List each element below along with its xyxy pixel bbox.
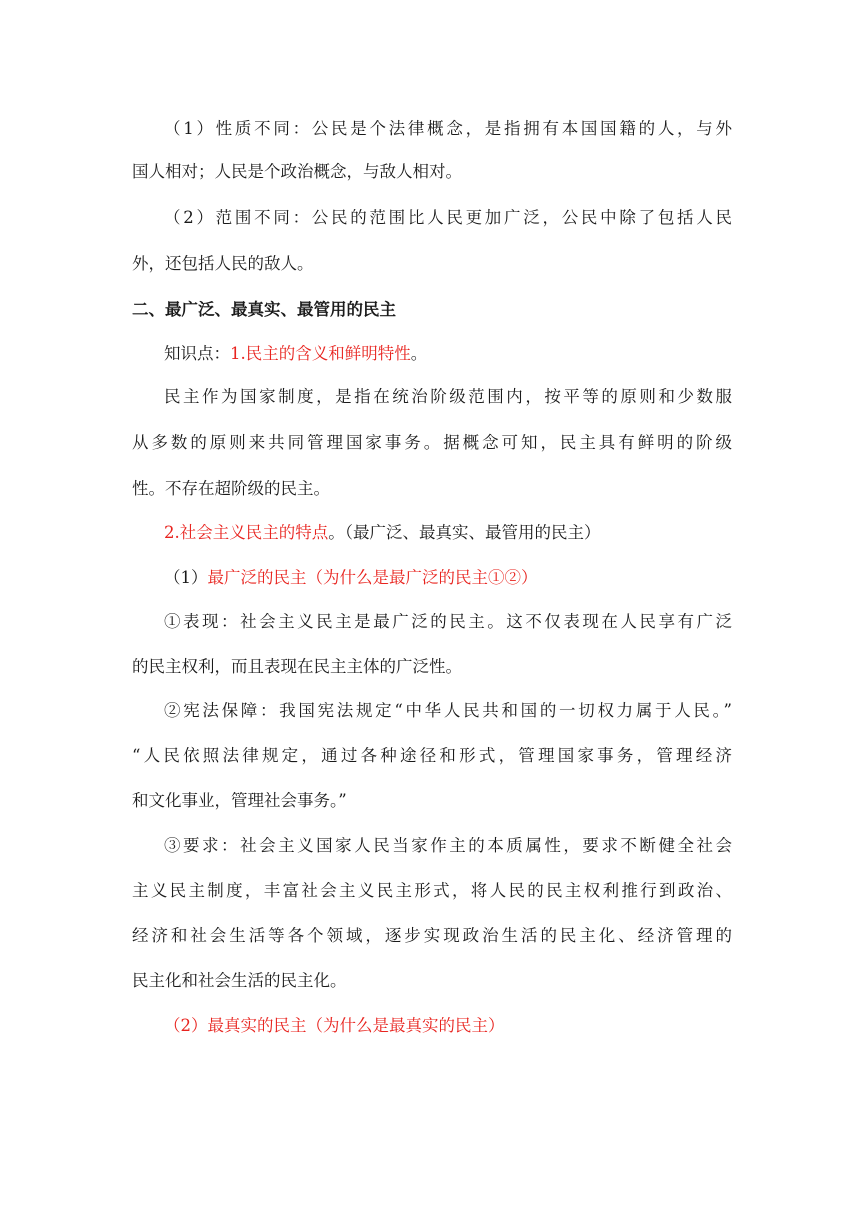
paragraph-line: ①表现：社会主义民主是最广泛的民主。这不仅表现在人民享有广泛 [164,612,732,631]
paragraph-line: 外，还包括人民的敌人。 [132,254,314,273]
point-number: （1） [164,568,208,587]
subsection-note: 。（最广泛、最真实、最管用的民主） [328,523,601,542]
paragraph-line: 经济和社会生活等各个领域，逐步实现政治生活的民主化、经济管理的 [132,926,732,945]
paragraph-line: “人民依照法律规定，通过各种途径和形式，管理国家事务，管理经济 [132,746,732,765]
point-heading [132,566,732,590]
paragraph-line: 的民主权利，而且表现在民主主体的广泛性。 [132,657,462,676]
paragraph-line: ③要求：社会主义国家人民当家作主的本质属性，要求不断健全社会 [164,836,732,855]
subsection-title: 2.社会主义民主的特点 [164,523,329,542]
subsection-heading [132,521,732,545]
knowledge-point-line [132,342,732,366]
point-heading: （2）最真实的民主（为什么是最真实的民主） [164,1016,505,1035]
paragraph-line: 从多数的原则来共同管理国家事务。据概念可知，民主具有鲜明的阶级 [132,433,732,452]
paragraph-line: ②宪法保障：我国宪法规定“中华人民共和国的一切权力属于人民。” [164,701,732,720]
paragraph-line: （2）范围不同：公民的范围比人民更加广泛，公民中除了包括人民 [164,208,732,227]
paragraph-line: 国人相对；人民是个政治概念，与敌人相对。 [132,162,462,181]
knowledge-point-label: 知识点： [164,344,230,363]
paragraph-line: 民主作为国家制度，是指在统治阶级范围内，按平等的原则和少数服 [164,387,732,406]
point-title: 最广泛的民主（为什么是最广泛的民主①②） [207,568,538,587]
paragraph-line: 民主化和社会生活的民主化。 [132,971,347,990]
paragraph-line: 性。不存在超阶级的民主。 [132,479,330,498]
punctuation: 。 [410,344,428,363]
knowledge-point-title: 1.民主的含义和鲜明特性 [230,344,411,363]
paragraph-line: 和文化事业，管理社会事务。” [132,791,347,810]
paragraph-line: （1）性质不同：公民是个法律概念，是指拥有本国国籍的人，与外 [164,119,732,138]
paragraph-line: 主义民主制度，丰富社会主义民主形式，将人民的民主权利推行到政治、 [132,881,732,900]
section-heading: 二、最广泛、最真实、最管用的民主 [132,300,396,319]
